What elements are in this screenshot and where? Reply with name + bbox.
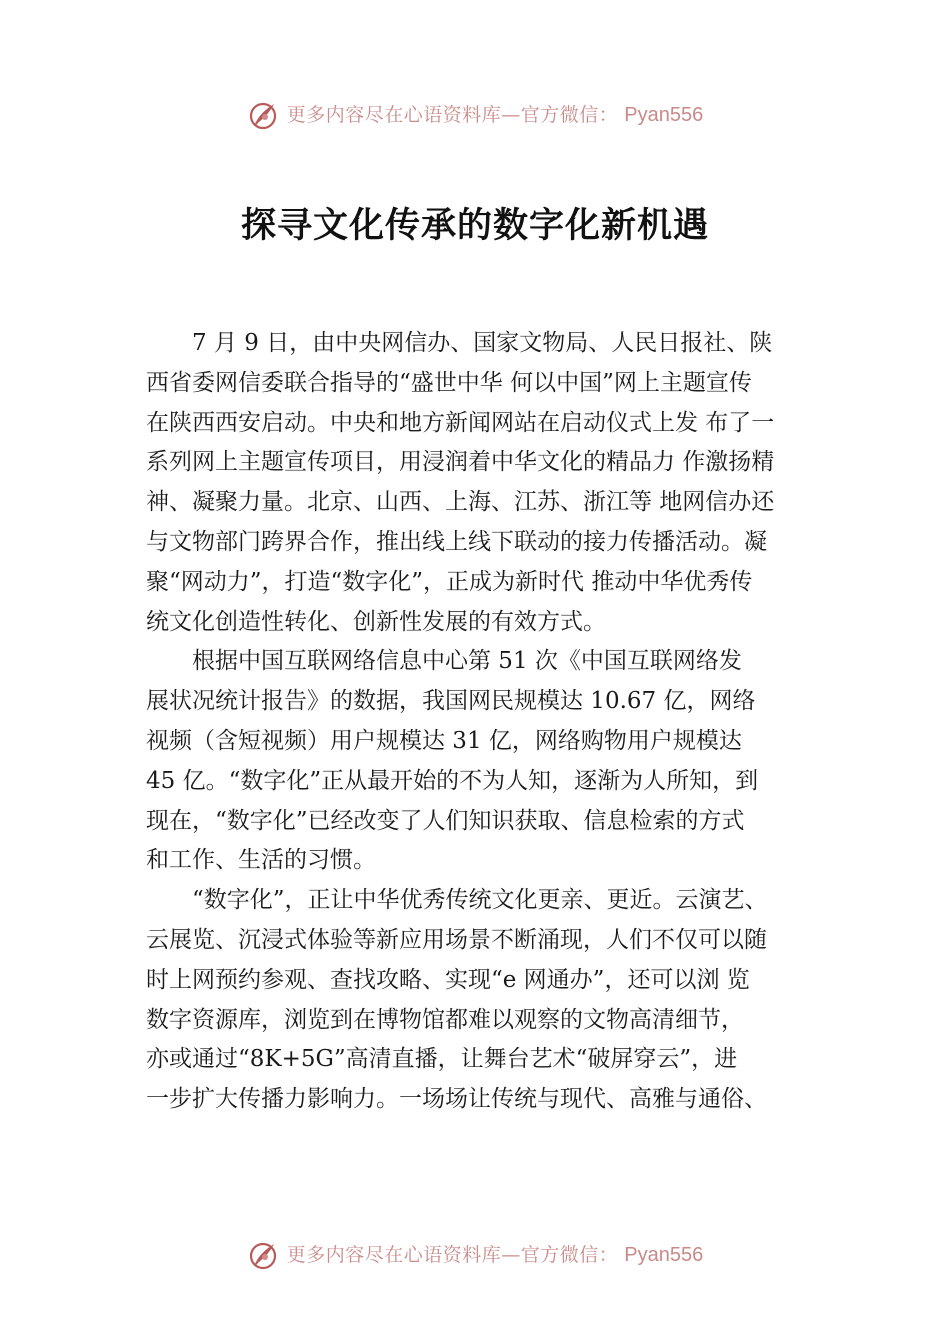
text-line: 时上网预约参观、查找攻略、实现“e 网通办”，还可以浏 览	[146, 966, 750, 993]
document-body	[146, 324, 836, 1120]
text-line: 聚“网动力”，打造“数字化”，正成为新时代 推动中华优秀传	[146, 568, 753, 595]
paragraph-2	[146, 642, 836, 881]
text-line: 现在，“数字化”已经改变了人们知识获取、信息检索的方式	[146, 807, 745, 834]
footer-brand-text: 更多内容尽在心语资料库—官方微信：	[286, 1244, 619, 1266]
text-line: 45 亿。“数字化”正从最开始的不为人知，逐渐为人所知，到	[146, 767, 759, 794]
text-line: 系列网上主题宣传项目，用浸润着中华文化的精品力 作激扬精	[146, 449, 775, 476]
header-brand-id: Pyan556	[624, 104, 704, 126]
text-line: 西省委网信委联合指导的“盛世中华 何以中国”网上主题宣传	[146, 369, 752, 396]
text-line: 展状况统计报告》的数据，我国网民规模达 10.67 亿，网络	[146, 688, 756, 715]
header-watermark	[0, 98, 950, 132]
text-line: 视频（含短视频）用户规模达 31 亿，网络购物用户规模达	[146, 727, 742, 754]
footer-brand-id: Pyan556	[624, 1244, 704, 1266]
quill-seal-icon	[247, 1238, 281, 1272]
text-line: 数字资源库，浏览到在博物馆都难以观察的文物高清细节，	[146, 1006, 744, 1033]
document-title: 探寻文化传承的数字化新机遇	[240, 205, 709, 246]
text-line: 根据中国互联网络信息中心第 51 次《中国互联网络发	[146, 648, 742, 675]
text-line: 与文物部门跨界合作，推出线上线下联动的接力传播活动。凝	[146, 528, 767, 555]
text-line: “数字化”，正让中华优秀传统文化更亲、更近。云演艺、	[146, 887, 768, 914]
text-line: 亦或通过“8K+5G”高清直播，让舞台艺术“破屏穿云”，进	[146, 1046, 738, 1073]
quill-seal-icon	[247, 98, 281, 132]
paragraph-1	[146, 324, 836, 642]
text-line: 在陕西西安启动。中央和地方新闻网站在启动仪式上发 布了一	[146, 409, 775, 436]
text-line: 和工作、生活的习惯。	[146, 847, 376, 874]
footer-watermark	[0, 1238, 950, 1272]
text-line: 神、凝聚力量。北京、山西、上海、江苏、浙江等 地网信办还	[146, 489, 775, 516]
text-line: 7 月 9 日，由中央网信办、国家文物局、人民日报社、陕	[146, 330, 773, 356]
text-line: 统文化创造性转化、创新性发展的有效方式。	[146, 608, 606, 635]
text-line: 一步扩大传播力影响力。一场场让传统与现代、高雅与通俗、	[146, 1086, 767, 1113]
paragraph-3	[146, 881, 836, 1120]
text-line: 云展览、沉浸式体验等新应用场景不断涌现，人们不仅可以随	[146, 926, 767, 953]
header-brand-text: 更多内容尽在心语资料库—官方微信：	[286, 104, 619, 126]
